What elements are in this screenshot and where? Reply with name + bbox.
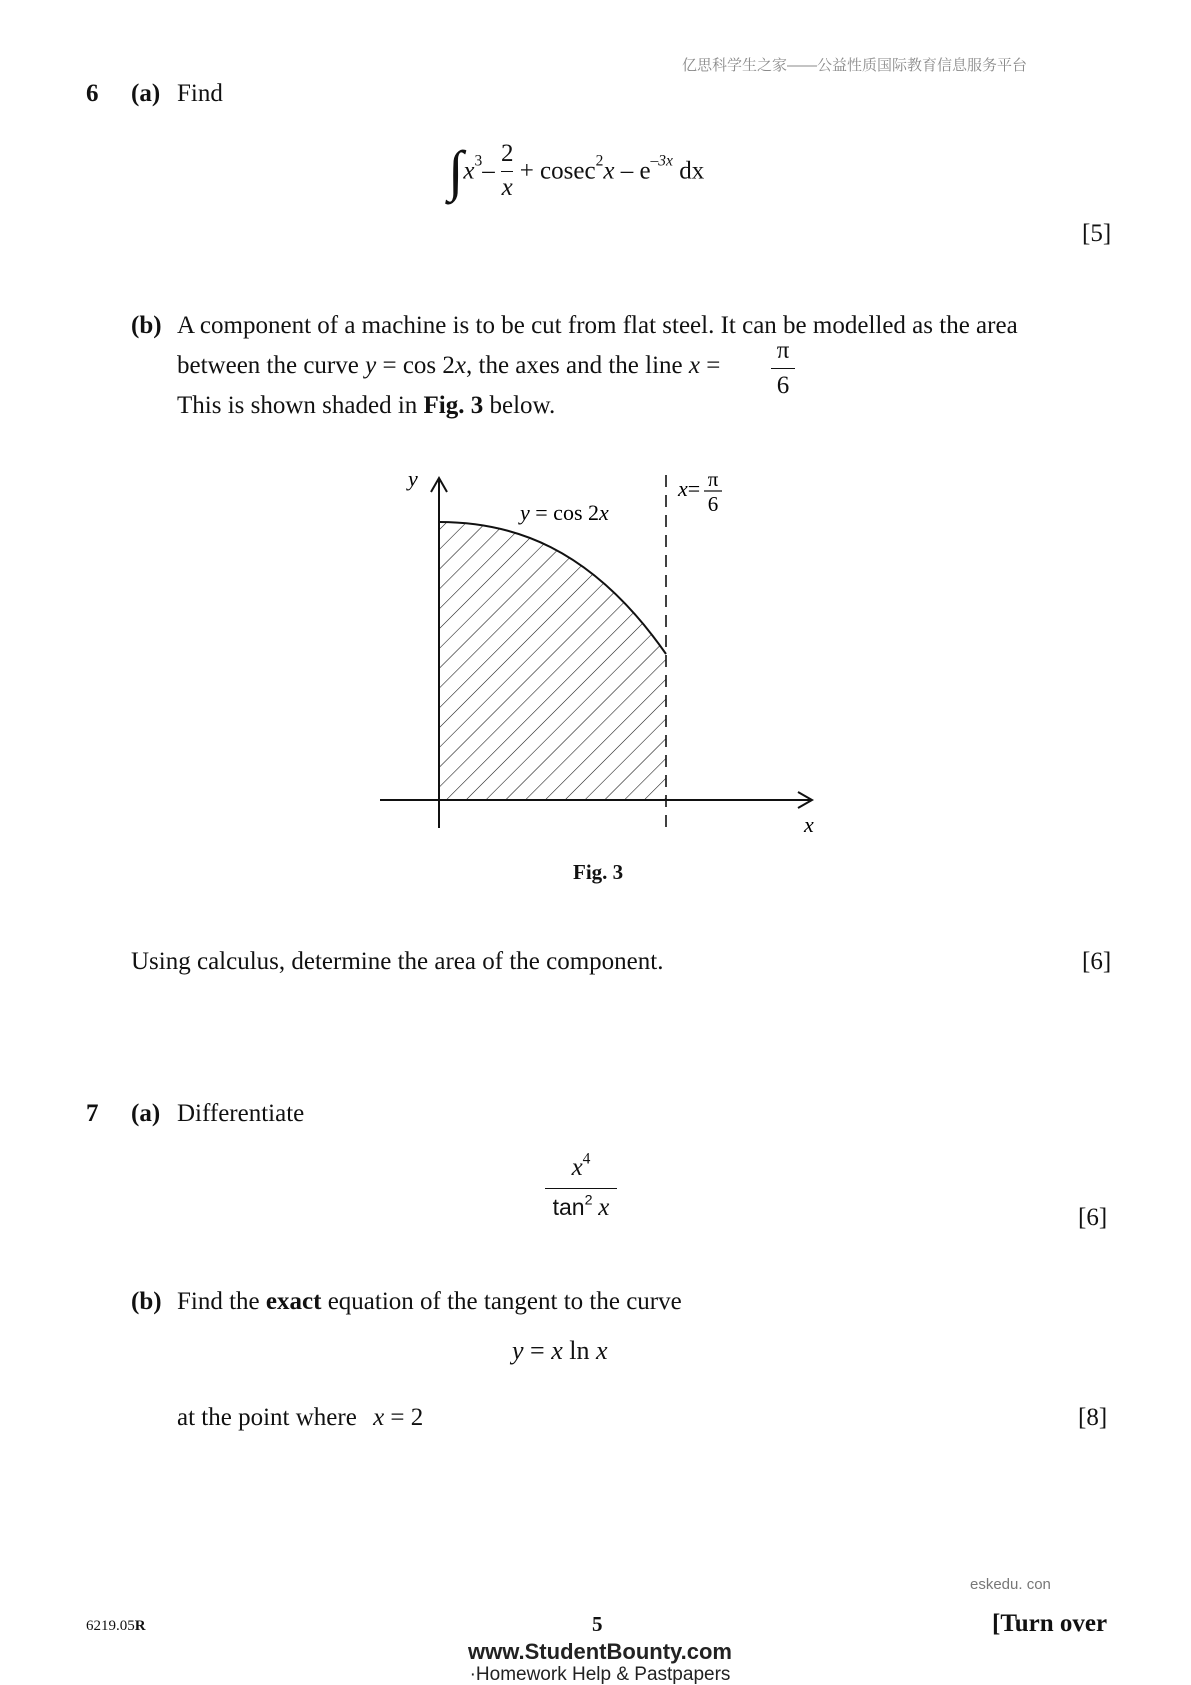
part-instruction: Find (177, 80, 223, 107)
turn-over: [Turn over (992, 1610, 1108, 1637)
body-text: A component of a machine is to be cut from flat steel. It can be modelled as the area (177, 312, 1018, 339)
line-label-pi: π (707, 467, 719, 491)
part-instruction: Differentiate (177, 1100, 305, 1127)
x-axis-label: x (804, 812, 814, 837)
marks: [5] (1082, 220, 1112, 247)
body-text: between the curve y = cos 2x, the axes and the line x = (177, 352, 721, 379)
shaded-area (430, 510, 680, 810)
body-text: Using calculus, determine the area of the component. (131, 948, 664, 975)
body-text: Find the exact equation of the tangent to the curve (177, 1288, 682, 1315)
pi-over-six: π 6 (771, 336, 795, 401)
integral-sign: ∫ (448, 140, 464, 203)
line-label: x= (678, 476, 701, 501)
fraction-x4-over-tan2x: $x^4$ $\tan^2 x$ (545, 1152, 617, 1224)
top-watermark: 亿思科学生之家——公益性质国际教育信息服务平台 (682, 57, 1028, 74)
line-label-six: 6 (707, 492, 719, 516)
paper-code: 6219.05R (86, 1618, 146, 1634)
part-label: (a) (131, 80, 161, 107)
question-number: 6 (86, 80, 99, 107)
eskedu-watermark: eskedu. con (970, 1576, 1051, 1593)
y-axis-label: y (408, 466, 418, 491)
figure-caption: Fig. 3 (573, 860, 624, 884)
marks: [6] (1078, 1204, 1108, 1231)
part-label: (b) (131, 312, 162, 339)
part-label: (b) (131, 1288, 162, 1315)
part-label: (a) (131, 1100, 161, 1127)
page-number: 5 (592, 1612, 603, 1636)
body-text: at the point where x = 2 (177, 1404, 424, 1431)
marks: [6] (1082, 948, 1112, 975)
question-number: 7 (86, 1100, 99, 1127)
studentbounty-logo: www.StudentBounty.com ·Homework Help & Pastpapers (468, 1639, 732, 1685)
integral-expression: $\int x^3-$ $\frac{2}{x}$ + $cosec^2x - e^{-3x}$ dx (448, 140, 705, 203)
marks: [8] (1078, 1404, 1108, 1431)
curve-equation: y = x ln x (512, 1336, 608, 1365)
curve-label: y = cos 2x (520, 500, 609, 525)
fig-3-diagram (370, 460, 830, 840)
body-text: This is shown shaded in Fig. 3 below. (177, 392, 556, 419)
fraction: $\frac{2}{x}$ (500, 140, 514, 201)
